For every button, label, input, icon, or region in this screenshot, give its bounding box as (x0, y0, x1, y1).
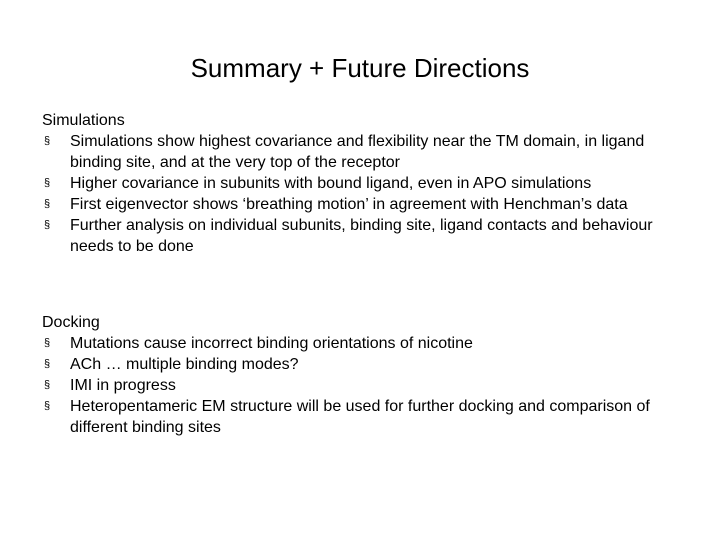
list-item (42, 194, 682, 215)
list-item (42, 215, 682, 257)
simulations-heading: Simulations (42, 112, 125, 129)
bullet-text: ACh … multiple binding modes? (70, 356, 299, 373)
bullet-icon: § (44, 198, 51, 210)
slide-title: Summary + Future Directions (190, 53, 530, 83)
list-item (42, 375, 682, 396)
bullet-text: Mutations cause incorrect binding orientations of nicotine (70, 335, 473, 352)
bullet-icon: § (44, 400, 51, 412)
bullet-text: Heteropentameric EM structure will be used for further docking and comparison of different binding sites (70, 398, 650, 436)
bullet-text: First eigenvector shows ‘breathing motion’ in agreement with Henchman’s data (70, 196, 628, 213)
simulations-section (42, 110, 682, 257)
bullet-text: Higher covariance in subunits with bound ligand, even in APO simulations (70, 175, 592, 192)
bullet-icon: § (44, 219, 51, 231)
bullet-icon: § (44, 358, 51, 370)
bullet-icon: § (44, 379, 51, 391)
list-item (42, 333, 682, 354)
bullet-icon: § (44, 337, 51, 349)
bullet-text: Simulations show highest covariance and flexibility near the TM domain, in ligand binding site, and at the very top of the receptor (70, 133, 645, 171)
bullet-text: Further analysis on individual subunits, binding site, ligand contacts and behaviour needs to be done (70, 217, 653, 255)
list-item (42, 354, 682, 375)
bullet-text: IMI in progress (70, 377, 176, 394)
bullet-icon: § (44, 177, 51, 189)
docking-section (42, 312, 682, 438)
simulations-bullet-list (42, 131, 682, 257)
list-item (42, 173, 682, 194)
docking-heading: Docking (42, 314, 100, 331)
bullet-icon: § (44, 135, 51, 147)
list-item (42, 131, 682, 173)
docking-bullet-list (42, 333, 682, 438)
list-item (42, 396, 682, 438)
